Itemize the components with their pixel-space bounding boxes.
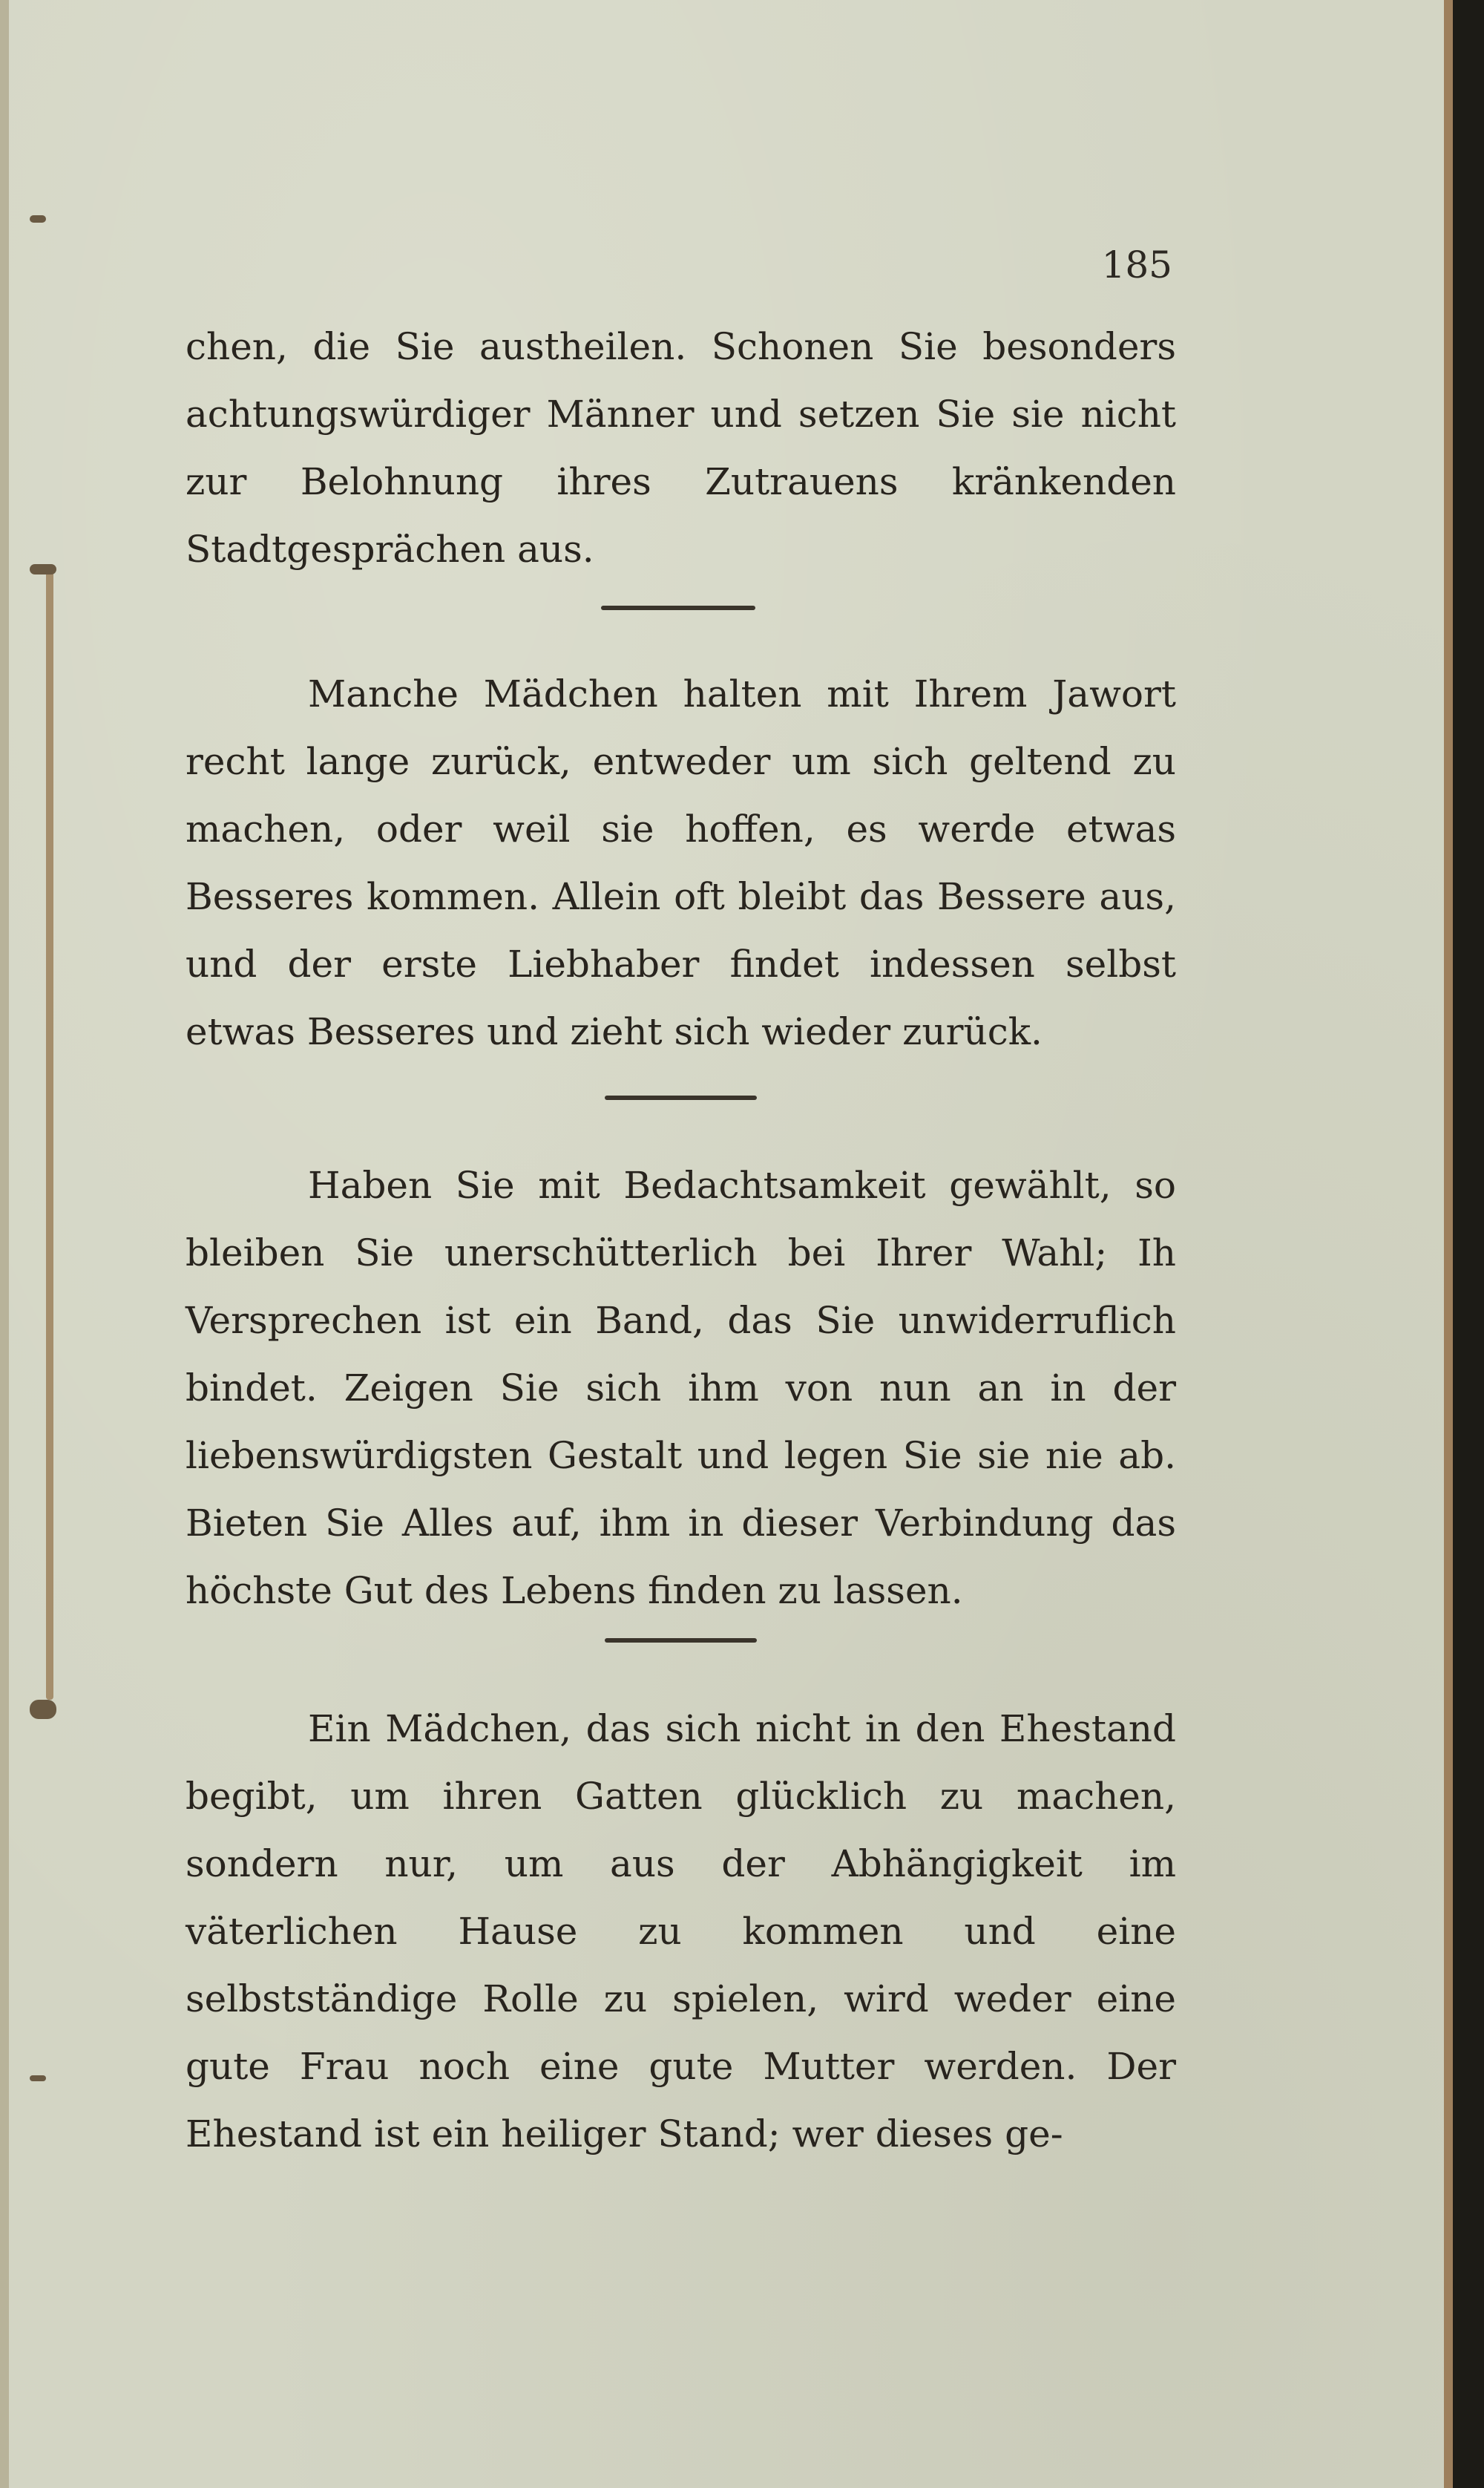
paragraph-2: Manche Mädchen halten mit Ihrem Jawort recht lange zurück, entweder um sich geltend zu machen, oder weil sie hoffen, es werde etwas Besseres kommen. Allein oft bleibt das Bessere aus, und der erste Liebhaber findet indessen selbst etwas Besseres und zieht sich wieder zurück. — [186, 672, 1176, 1053]
paragraph-1: chen, die Sie austheilen. Schonen Sie besonders achtungswürdiger Männer und setzen Sie sie nicht zur Belohnung ihres Zutrauens kränkenden Stadtgesprächen aus. — [186, 325, 1176, 571]
paragraph-4: Ein Mädchen, das sich nicht in den Ehestand begibt, um ihren Gatten glücklich zu machen, sondern nur, um aus der Abhängigkeit im väterlichen Hause zu kommen und eine selbstständige Rolle zu spielen, wird weder eine gute Frau noch eine gute Mutter werden. Der Ehestand ist ein heiliger Stand; wer dieses ge- — [186, 1707, 1176, 2155]
binding-stitch — [30, 1700, 56, 1719]
section-divider — [605, 1096, 757, 1100]
section-divider — [605, 1638, 757, 1643]
binding-stitch — [30, 564, 56, 574]
binding-stitch — [30, 215, 46, 223]
page-number: 185 — [1101, 243, 1172, 287]
binding-stitch — [30, 2075, 46, 2081]
binding-thread — [46, 572, 53, 1700]
section-divider — [601, 606, 755, 610]
paragraph-3: Haben Sie mit Bedachtsamkeit gewählt, so bleiben Sie unerschütterlich bei Ihrer Wahl; Ih Versprechen ist ein Band, das Sie unwiderruflich bindet. Zeigen Sie sich ihm von nun an in der liebenswürdigsten Gestalt und legen Sie sie nie ab. Bieten Sie Alles auf, ihm in dieser Verbindung das höchste Gut des Lebens finden zu lassen. — [186, 1164, 1176, 1612]
page-right-edge — [1444, 0, 1453, 2488]
page-left-edge — [0, 0, 9, 2488]
